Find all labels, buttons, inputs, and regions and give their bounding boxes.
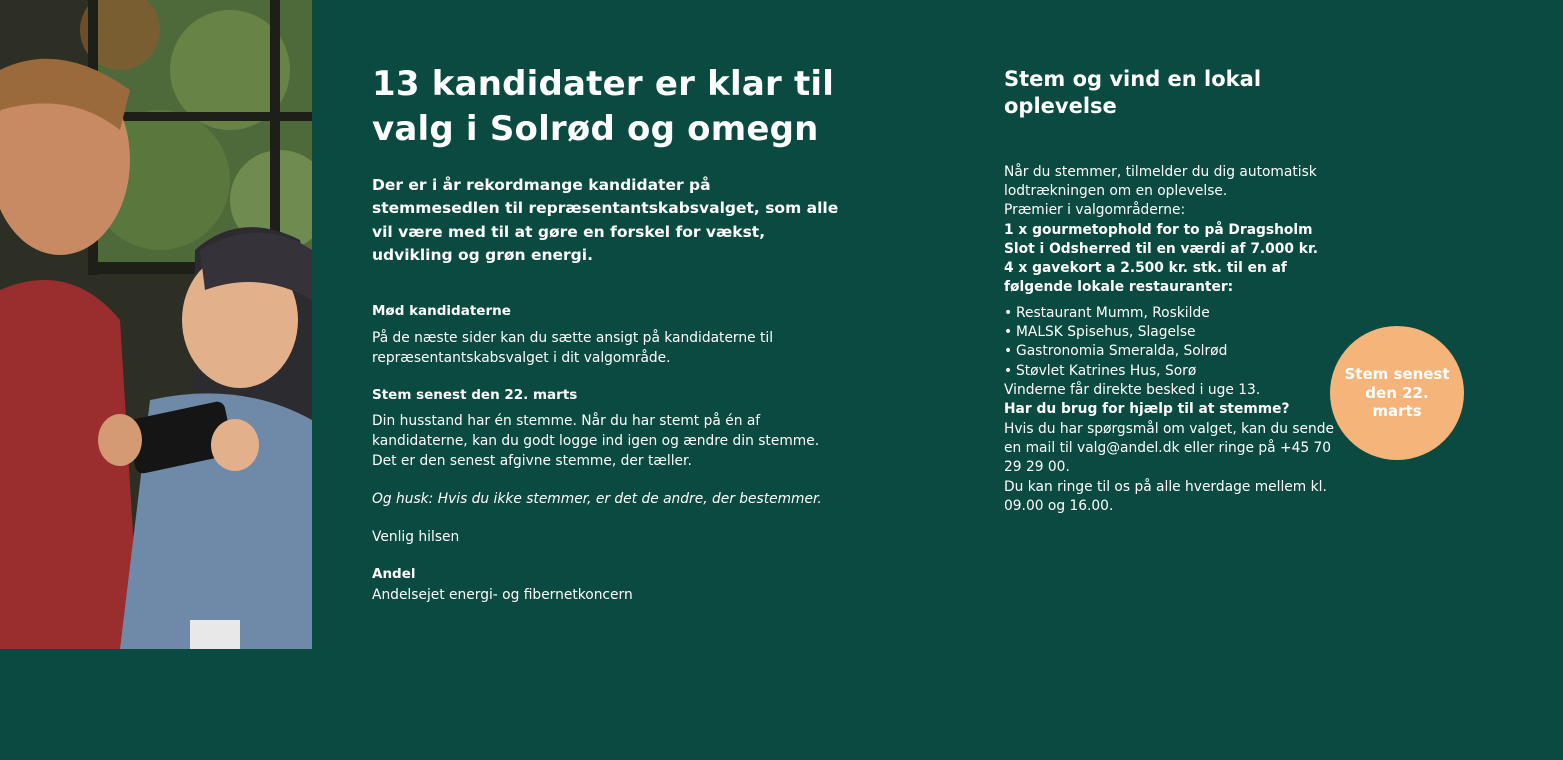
hero-photo [0, 0, 312, 649]
deadline-badge-text: Stem senest den 22. marts [1344, 364, 1450, 421]
deadline-text: Din husstand har én stemme. Når du har stemt på én af kandidaterne, kan du godt logge ind igen og ændre din stemme. Det er den senest afgivne stemme, der tæller. [372, 413, 820, 470]
deadline-badge [1330, 326, 1464, 460]
deadline-heading: Stem senest den 22. marts [372, 386, 578, 403]
list-item: • Restaurant Mumm, Roskilde [1004, 304, 1334, 323]
lottery-title: Stem og vind en lokal oplevelse [1004, 67, 1262, 119]
title-line-1: 13 kandidater er klar til [372, 64, 835, 104]
photo-illustration [0, 0, 312, 649]
help-text: Hvis du har spørgsmål om valget, kan du sende en mail til valg@andel.dk eller ringe på +45 70 29 29 00. [1004, 420, 1335, 476]
prizes-intro: Præmier i valgområderne: [1004, 202, 1186, 219]
main-article [372, 62, 842, 605]
prize-2: 4 x gavekort a 2.500 kr. stk. til en af følgende lokale restauranter: [1004, 260, 1287, 296]
restaurant-list [1004, 304, 1334, 381]
page-title [372, 62, 842, 152]
hours-text: Du kan ringe til os på alle hverdage mellem kl. 09.00 og 16.00. [1004, 478, 1327, 514]
meet-candidates-text: På de næste sider kan du sætte ansigt på kandidaterne til repræsentantskabsvalget i dit valgområde. [372, 329, 774, 366]
lottery-section [1004, 66, 1334, 516]
help-heading: Har du brug for hjælp til at stemme? [1004, 401, 1290, 418]
lottery-text: Når du stemmer, tilmelder du dig automatisk lodtrækningen om en oplevelse. [1004, 163, 1317, 199]
signer-description: Andelsejet energi- og fibernetkoncern [372, 586, 633, 603]
meet-candidates-heading: Mød kandidaterne [372, 302, 511, 319]
intro-paragraph: Der er i år rekordmange kandidater på stemmesedlen til repræsentantskabsvalget, som alle vil være med til at gøre en forskel for vækst, udvikling og grøn energi. [372, 175, 839, 265]
list-item: • Støvlet Katrines Hus, Sorø [1004, 362, 1334, 381]
greeting: Venlig hilsen [372, 529, 460, 546]
title-line-2: valg i Solrød og omegn [372, 108, 819, 149]
prize-1: 1 x gourmetophold for to på Dragsholm Slot i Odsherred til en værdi af 7.000 kr. [1004, 221, 1319, 257]
signer-name: Andel [372, 566, 416, 583]
list-item: • MALSK Spisehus, Slagelse [1004, 323, 1334, 342]
reminder-text: Og husk: Hvis du ikke stemmer, er det de andre, der bestemmer. [372, 491, 822, 508]
winners-text: Vinderne får direkte besked i uge 13. [1004, 382, 1261, 399]
list-item: • Gastronomia Smeralda, Solrød [1004, 342, 1334, 361]
